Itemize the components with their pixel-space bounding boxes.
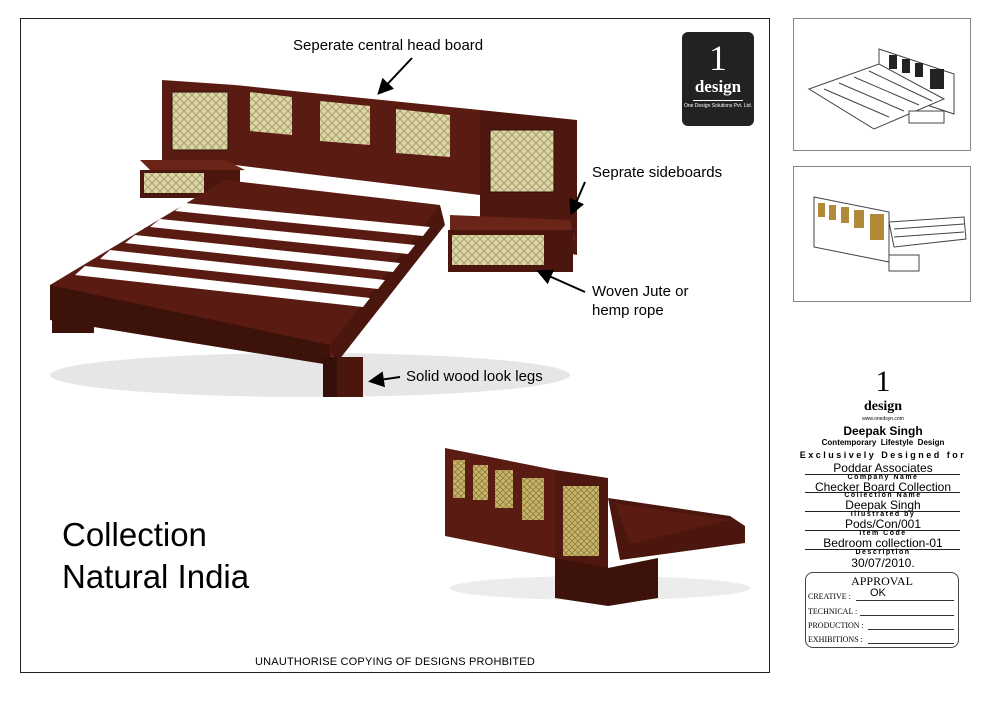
approval-heading: APPROVAL bbox=[851, 574, 913, 588]
approval-creative-line bbox=[856, 600, 954, 601]
approval-exhibitions-label: EXHIBITIONS : bbox=[808, 635, 863, 644]
tb-illustrator-caption: Illustrated by bbox=[850, 511, 916, 518]
collection-title-line1: Collection bbox=[62, 516, 207, 553]
thumbnail-render-2 bbox=[794, 167, 970, 301]
tb-logo-website: www.onedsyn.com bbox=[862, 416, 904, 422]
approval-production-label: PRODUCTION : bbox=[808, 621, 864, 630]
copyright-notice: UNAUTHORISE COPYING OF DESIGNS PROHBITED bbox=[255, 656, 535, 668]
logo-word: design bbox=[694, 77, 742, 96]
label-jute-line2: hemp rope bbox=[592, 302, 664, 319]
approval-technical-label: TECHNICAL : bbox=[808, 607, 858, 616]
tb-item-code-value: Pods/Con/001 bbox=[844, 517, 922, 531]
label-legs: Solid wood look legs bbox=[406, 368, 543, 385]
tb-logo-numeral: 1 bbox=[875, 365, 891, 398]
label-headboard: Seperate central head board bbox=[293, 37, 484, 54]
arrow-headboard bbox=[380, 58, 412, 92]
tb-exclusive: Exclusively Designed for bbox=[799, 450, 967, 460]
tb-designer: Deepak Singh bbox=[843, 424, 923, 438]
arrow-legs bbox=[372, 377, 400, 381]
tb-illustrator-value: Deepak Singh bbox=[845, 498, 921, 512]
approval-creative-value[interactable]: OK bbox=[870, 587, 886, 599]
logo-rule bbox=[693, 100, 743, 101]
logo-company: One Design Solutions Pvt. Ltd. bbox=[683, 103, 753, 109]
thumbnail-render-1 bbox=[794, 19, 970, 150]
tb-collection-value: Checker Board Collection bbox=[814, 480, 952, 494]
tb-date: 30/07/2010. bbox=[851, 556, 915, 570]
tb-company-caption: Company Name bbox=[847, 474, 919, 481]
company-logo bbox=[682, 32, 754, 126]
collection-title-line2: Natural India bbox=[62, 558, 250, 595]
tb-logo-word: design bbox=[863, 399, 903, 414]
arrow-jute bbox=[540, 272, 585, 292]
approval-production-line[interactable] bbox=[868, 629, 954, 630]
label-sideboards: Seprate sideboards bbox=[592, 164, 723, 181]
label-jute-line1: Woven Jute or bbox=[592, 283, 689, 300]
tb-description-value: Bedroom collection-01 bbox=[823, 536, 943, 550]
bed-render-side bbox=[440, 448, 752, 608]
tb-tagline: Contemporary Lifestyle Design bbox=[821, 438, 945, 447]
tb-item-code-caption: Item Code bbox=[859, 530, 907, 537]
approval-creative-label: CREATIVE : bbox=[808, 592, 851, 601]
thumbnail-view-1[interactable] bbox=[793, 18, 971, 151]
thumbnail-view-2[interactable] bbox=[793, 166, 971, 302]
arrow-sideboards bbox=[572, 182, 585, 212]
tb-description-caption: Description bbox=[855, 549, 911, 556]
tb-company-value: Poddar Associates bbox=[833, 461, 933, 475]
tb-collection-caption: Collection Name bbox=[844, 492, 922, 499]
approval-exhibitions-line[interactable] bbox=[868, 643, 954, 644]
approval-technical-line[interactable] bbox=[860, 615, 954, 616]
logo-numeral: 1 bbox=[709, 38, 727, 78]
